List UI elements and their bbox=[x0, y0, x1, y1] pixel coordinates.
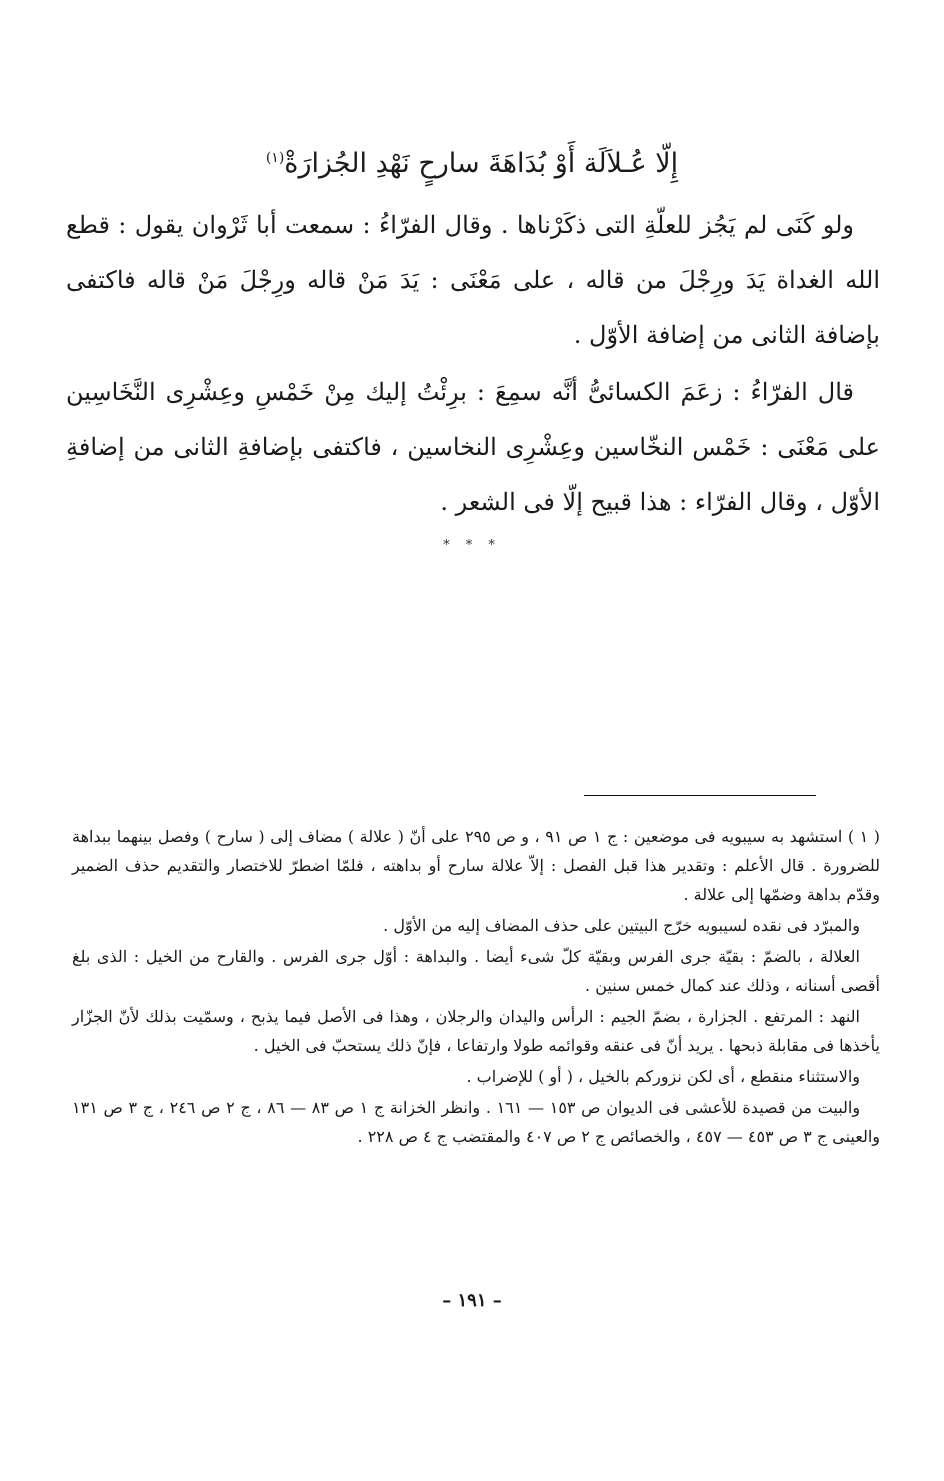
footnote-item: والاستثناء منقطع ، أى لكن نزوركم بالخيل ، ( أو ) للإضراب . bbox=[466, 1067, 860, 1086]
footnote-divider bbox=[584, 795, 816, 796]
footnote-item: العلالة ، بالضمّ : بقيّة جرى الفرس وبقيّة كلّ شىء أيضا . والبداهة : أوّل جرى الفرس . والقارح من الخيل : الذى بلغ أقصى أسنانه ، وذلك عند كمال خمس سنين . bbox=[72, 947, 880, 995]
footnote-marker: (١) bbox=[265, 150, 285, 166]
footnote-item: النهد : المرتفع . الجزارة ، بضمّ الجيم : الرأس واليدان والرجلان ، وهذا فى الأصل فيما يذبح ، وسمّيت بذلك لأنّ الجزّار يأخذها فى مقابلة ذبحها . يريد أنّ فى عنقه وقوائمه طولا وارتفاعا ، فإنّ ذلك يستحبّ فى الخيل . bbox=[72, 1007, 880, 1055]
poetry-verse bbox=[0, 138, 944, 184]
footnote-item: والبيت من قصيدة للأعشى فى الديوان ص ١٥٣ — ١٦١ . وانظر الخزانة ج ١ ص ٨٣ — ٨٦ ، ج ٢ ص ٢٤٦ ، ج ٣ ص ١٣١ والعينى ج ٣ ص ٤٥٣ — ٤٥٧ ، والخصائص ج ٢ ص ٤٠٧ والمقتضب ج ٤ ص ٢٢٨ . bbox=[72, 1098, 880, 1146]
verse-text: إِلّا عُـلاَلَة أَوْ بُدَاهَةَ سارحٍ نَهْدِ الجُزارَةْ bbox=[284, 148, 679, 179]
section-separator: * * * bbox=[443, 538, 501, 553]
footnotes bbox=[72, 822, 880, 1153]
footnote-item: والمبرّد فى نقده لسيبويه خرّج البيتين على حذف المضاف إليه من الأوّل . bbox=[383, 916, 860, 935]
body-paragraph-1 bbox=[66, 198, 880, 363]
body-paragraph-2 bbox=[66, 365, 880, 530]
footnote-item: ( ١ ) استشهد به سيبويه فى موضعين : ج ١ ص ٩١ ، و ص ٢٩٥ على أنّ ( علالة ) مضاف إلى ( سارح ) وفصل بينهما ببداهة للضرورة . قال الأعلم : وتقدير هذا قبل الفصل : إلاّ علالة سارح أو بداهته ، فلمّا اضطرّ للاختصار والتقديم حذف الضمير وقدّم بداهة وضمّها إلى علالة . bbox=[72, 827, 881, 904]
paragraph-text: قال الفرّاءُ : زعَمَ الكسائىُّ أنَّه سمِعَ : برِئْتُ إليك مِنْ خَمْسِ وعِشْرِى النَّخَاسِين على مَعْنَى : خَمْس النخّاسين وعِشْرِى النخاسين ، فاكتفى بإضافةِ الثانى من إضافةِ الأوّل ، وقال الفرّاء : هذا قبيح إلّا فى الشعر . bbox=[66, 378, 880, 516]
page-number: – ١٩١ – bbox=[442, 1290, 502, 1311]
paragraph-text: ولو كَنَى لم يَجُز للعلّةِ التى ذكَرْناها . وقال الفرّاءُ : سمعت أبا ثَرْوان يقول : قطع الله الغداة يَدَ ورِجْلَ من قاله ، على مَعْنَى : يَدَ مَنْ قاله ورِجْلَ مَنْ قاله فاكتفى بإضافة الثانى من إضافة الأوّل . bbox=[66, 211, 880, 349]
